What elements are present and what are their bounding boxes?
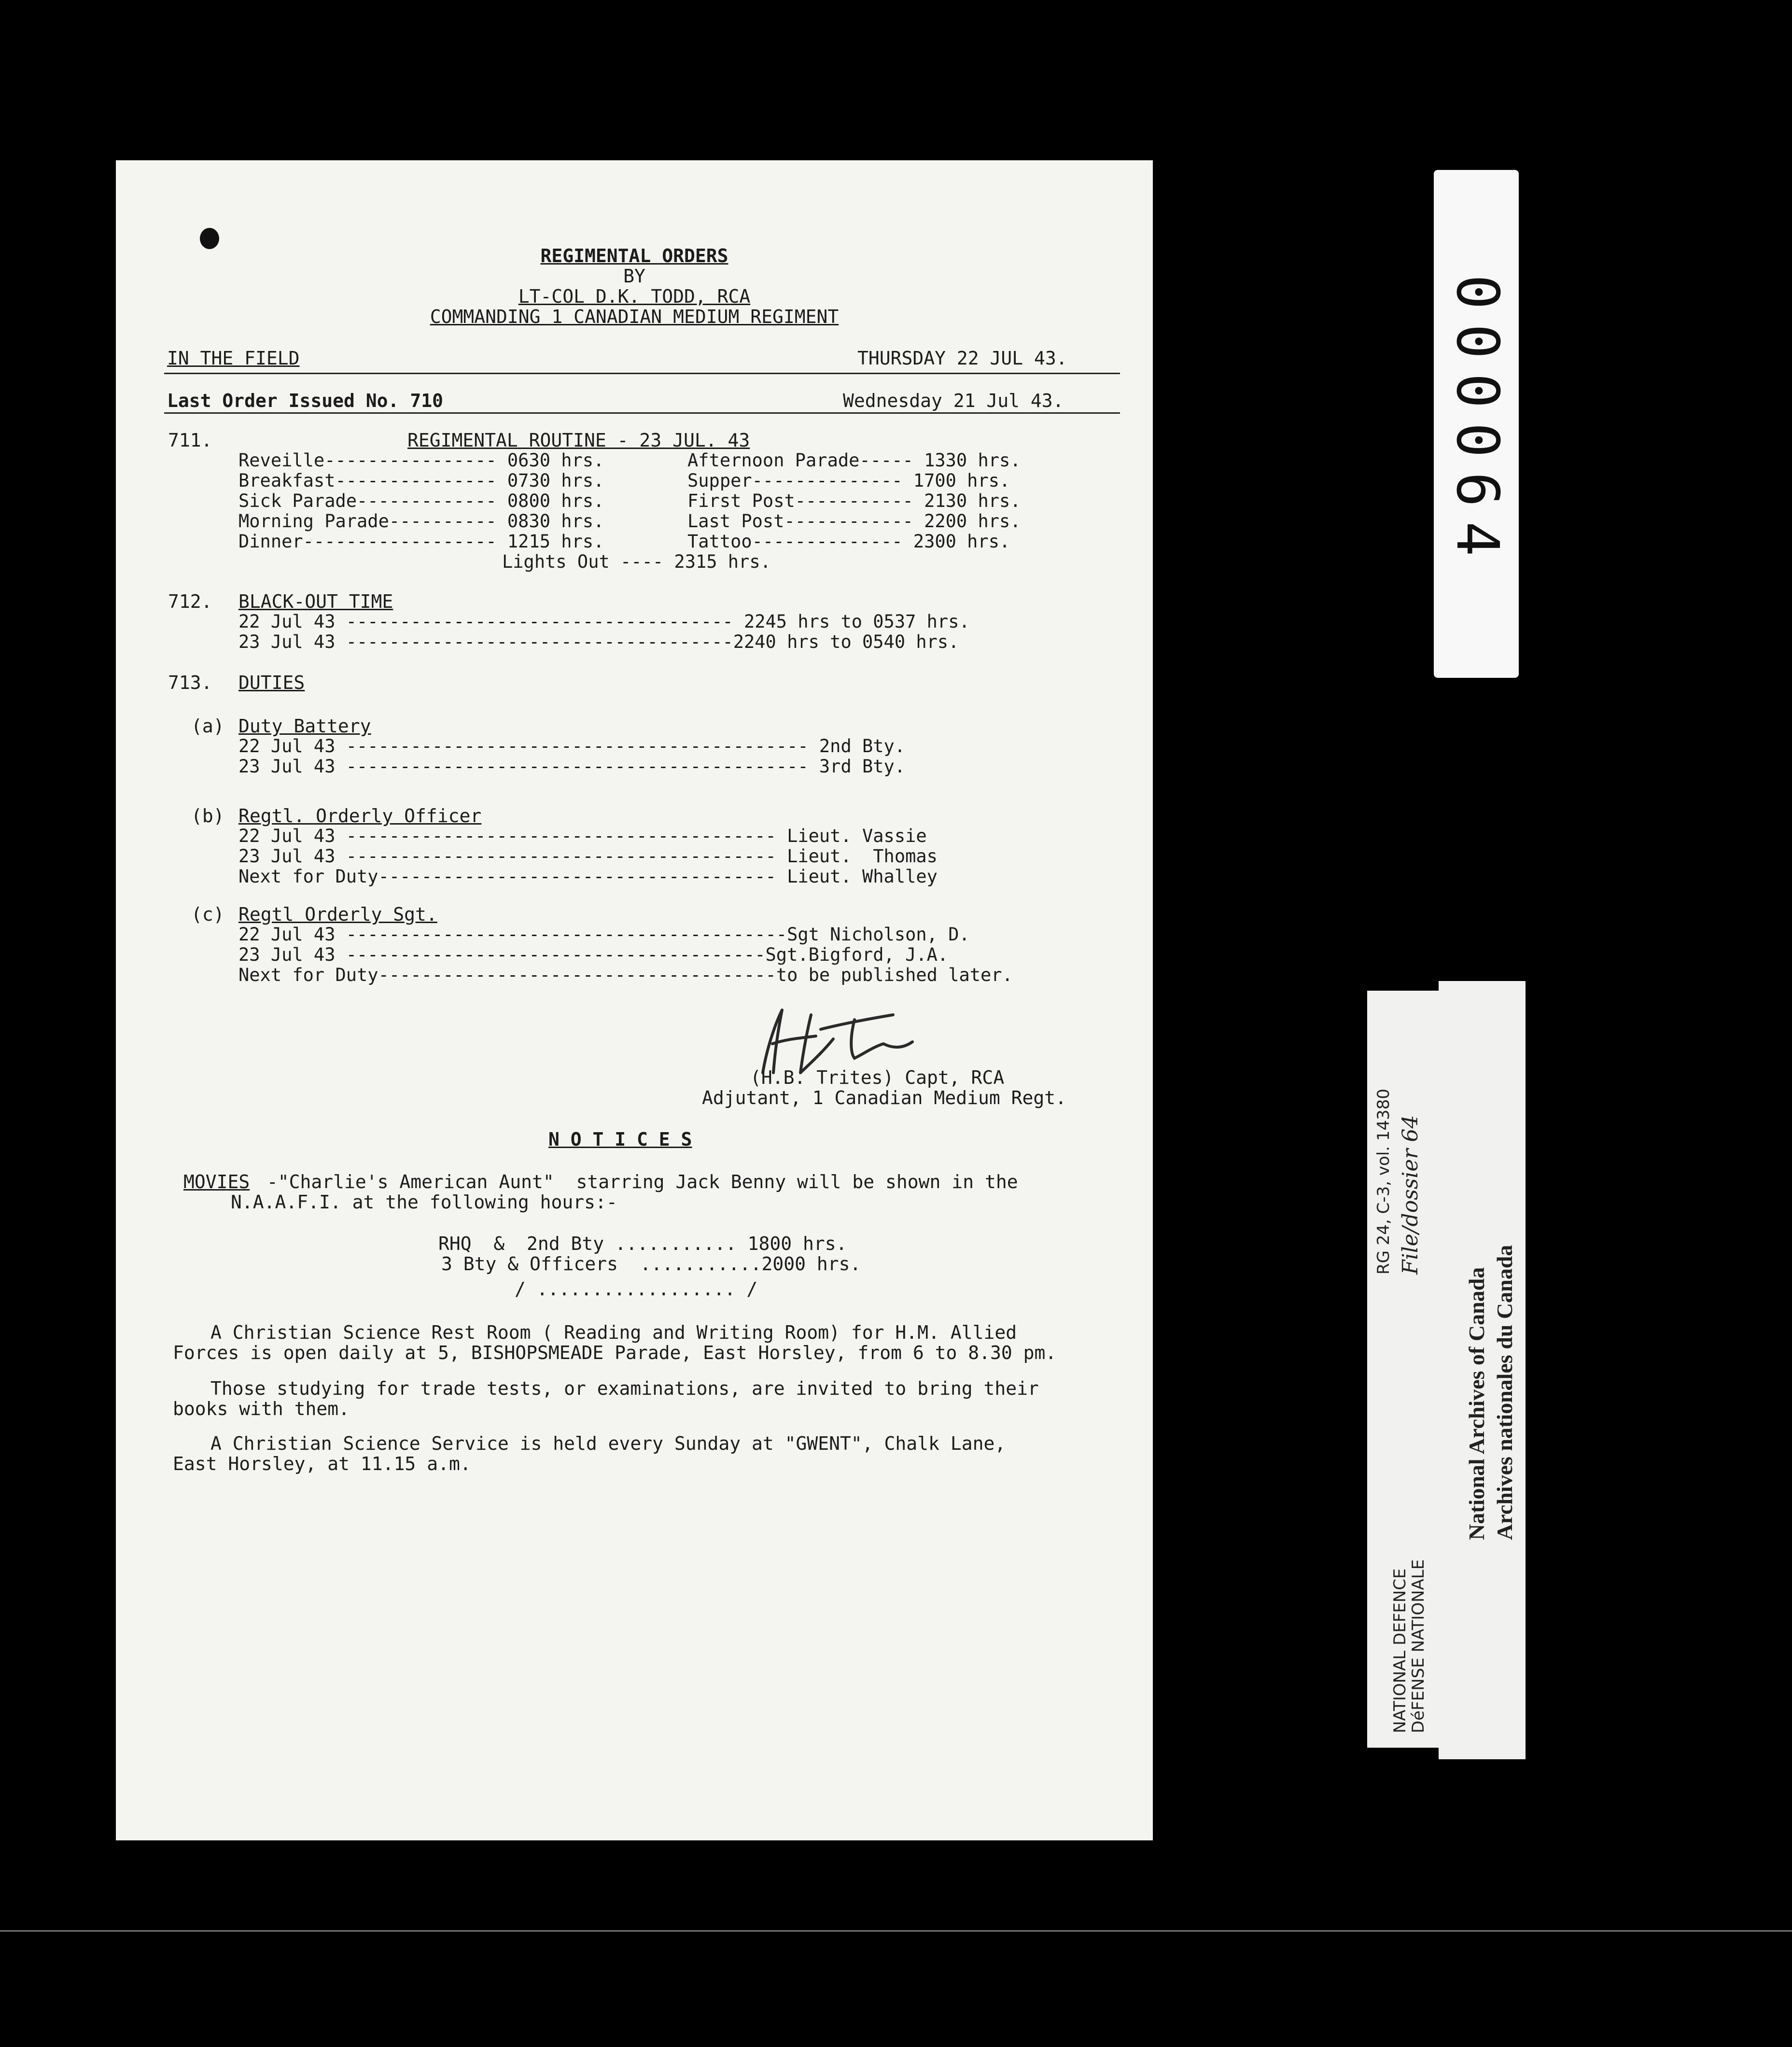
duty-row: 22 Jul 43 ---------------------------------------- Lieut. Vassie	[238, 826, 927, 846]
handwritten-signature	[748, 1000, 922, 1078]
duty-label: (c)	[191, 904, 224, 925]
movies-line: -"Charlie's American Aunt" starring Jack Benny will be shown in the	[256, 1171, 1018, 1192]
notices-title: N O T I C E S	[548, 1129, 692, 1150]
routine-left-row: Breakfast--------------- 0730 hrs.	[238, 470, 604, 491]
item-number-712: 712.	[168, 591, 212, 612]
location: IN THE FIELD	[167, 348, 300, 369]
routine-right-row: Supper-------------- 1700 hrs.	[687, 470, 1010, 491]
document-title: REGIMENTAL ORDERS	[540, 245, 728, 266]
notice-paragraph-line: Those studying for trade tests, or examinations, are invited to bring their	[210, 1378, 1039, 1399]
document-by: BY	[623, 266, 645, 287]
duty-row: 23 Jul 43 ---------------------------------------Sgt.Bigford, J.A.	[238, 944, 949, 965]
duty-row: 22 Jul 43 -----------------------------------------Sgt Nicholson, D.	[238, 924, 970, 945]
routine-left-row: Morning Parade---------- 0830 hrs.	[238, 511, 604, 532]
department-french: DéFENSE NATIONALE	[1409, 1559, 1428, 1733]
lights-out: Lights Out ---- 2315 hrs.	[502, 551, 771, 572]
routine-right-row: Last Post------------ 2200 hrs.	[687, 511, 1021, 532]
notice-paragraph-line: books with them.	[173, 1398, 350, 1419]
divider-line	[164, 373, 1120, 374]
show-time: 3 Bty & Officers ...........2000 hrs.	[441, 1253, 861, 1275]
duty-row: Next for Duty------------------------------------- Lieut. Whalley	[238, 866, 938, 887]
duty-row: 22 Jul 43 ------------------------------------------- 2nd Bty.	[238, 736, 906, 757]
routine-left-row: Sick Parade------------- 0800 hrs.	[238, 491, 604, 511]
last-order-date: Wednesday 21 Jul 43.	[843, 390, 1064, 411]
movies-label: MOVIES	[183, 1171, 250, 1192]
duty-label: (a)	[191, 715, 224, 737]
duties-title: DUTIES	[238, 672, 305, 693]
duty-row: 23 Jul 43 ---------------------------------------- Lieut. Thomas	[238, 846, 938, 867]
order-date: THURSDAY 22 JUL 43.	[857, 348, 1067, 369]
department-english: NATIONAL DEFENCE	[1390, 1568, 1410, 1733]
blackout-title: BLACK-OUT TIME	[238, 591, 393, 612]
unit-line: COMMANDING 1 CANADIAN MEDIUM REGIMENT	[430, 306, 839, 327]
routine-right-row: First Post----------- 2130 hrs.	[687, 491, 1021, 511]
notice-paragraph-line: A Christian Science Service is held every Sunday at "GWENT", Chalk Lane,	[210, 1433, 1006, 1454]
notice-paragraph-line: East Horsley, at 11.15 a.m.	[173, 1453, 471, 1474]
film-edge-line	[0, 1930, 1792, 1932]
movies-line: N.A.A.F.I. at the following hours:-	[231, 1192, 617, 1213]
notice-paragraph-line: A Christian Science Rest Room ( Reading and Writing Room) for H.M. Allied	[210, 1322, 1017, 1343]
signatory-role: Adjutant, 1 Canadian Medium Regt.	[702, 1087, 1066, 1108]
section-divider: / .................. /	[515, 1278, 758, 1300]
duty-row: 23 Jul 43 ------------------------------------------- 3rd Bty.	[238, 756, 906, 777]
item-number-713: 713.	[168, 672, 212, 693]
routine-right-row: Tattoo-------------- 2300 hrs.	[687, 531, 1010, 552]
duty-label: (b)	[191, 805, 224, 827]
divider-line	[164, 412, 1120, 414]
commander-line: LT-COL D.K. TODD, RCA	[518, 286, 751, 307]
archive-reference: RG 24, C-3, vol. 14380	[1374, 1088, 1393, 1275]
order-document	[116, 160, 1153, 1840]
show-time: RHQ & 2nd Bty ........... 1800 hrs.	[438, 1233, 847, 1254]
item-number-711: 711.	[168, 430, 212, 451]
last-order-label: Last Order Issued No. 710	[167, 390, 443, 411]
duty-section-title: Duty Battery	[238, 715, 371, 737]
duty-section-title: Regtl. Orderly Officer	[238, 805, 482, 827]
archives-name-english: National Archives of Canada	[1464, 1267, 1489, 1540]
routine-left-row: Dinner------------------ 1215 hrs.	[238, 531, 604, 552]
blackout-row: 23 Jul 43 ------------------------------------2240 hrs to 0540 hrs.	[238, 631, 959, 652]
duty-section-title: Regtl Orderly Sgt.	[238, 904, 437, 925]
routine-left-row: Reveille---------------- 0630 hrs.	[238, 450, 604, 471]
blackout-row: 22 Jul 43 ------------------------------------ 2245 hrs to 0537 hrs.	[238, 611, 970, 632]
signatory-name: (H.B. Trites) Capt, RCA	[750, 1067, 1005, 1088]
routine-title: REGIMENTAL ROUTINE - 23 JUL. 43	[407, 430, 750, 451]
notice-paragraph-line: Forces is open daily at 5, BISHOPSMEADE Parade, East Horsley, from 6 to 8.30 pm.	[173, 1342, 1057, 1363]
frame-number: 000064	[1443, 274, 1511, 571]
archives-name-french: Archives nationales du Canada	[1492, 1245, 1517, 1540]
duty-row: Next for Duty-------------------------------------to be published later.	[238, 965, 1013, 985]
routine-right-row: Afternoon Parade----- 1330 hrs.	[687, 450, 1021, 471]
archive-file: File/dossier 64	[1398, 1115, 1423, 1275]
